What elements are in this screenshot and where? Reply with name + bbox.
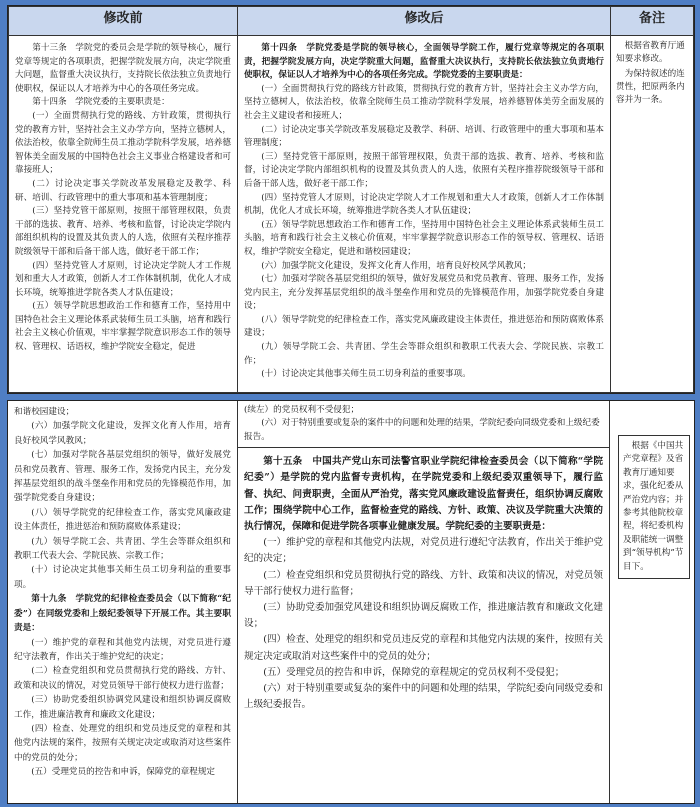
after-para: (四）检查、处理党的组织和党员违反党的章程和其他党内法规的案件，按照有关规定决定或取消对这些案件中的党员的处分； xyxy=(244,634,603,662)
after-para: (九）领导学院工会、共青团、学生会等群众组织和教职工代表大会、学院民族、宗教工作； xyxy=(244,342,604,366)
after-para: (六）加强学院文化建设，发挥文化育人作用，培育良好校风学风教风； xyxy=(261,260,531,271)
before-para: (一）维护党的章程和其他党内法规，对党员进行遵纪守法教育，作出关于维护党纪的决定； xyxy=(14,637,231,662)
before-para: 第十九条 学院党的纪律检查委员会（以下简称“纪委”）在同级党委和上级纪委领导下开展工作。其主要职责是： xyxy=(14,594,231,634)
after-para: (六）对于特别重要或复杂的案件中的问题和处理的结果，学院纪委向同级党委和上级纪委报告。 xyxy=(244,418,600,442)
before-para: (一）全面贯彻执行党的路线、方针政策，贯彻执行党的教育方针，坚持社会主义办学方向，坚持立德树人，依法治校，依靠全院师生员工推动学院科学发展，培养德智体美全面发展的中国特色社会主义事业合格建设者和可靠接班人； xyxy=(15,110,231,176)
before-para: 和谐校园建设； xyxy=(14,407,75,417)
note-box xyxy=(618,435,690,579)
after-cell xyxy=(238,36,611,393)
before-para: (六）加强学院文化建设，发挥文化育人作用，培育良好校风学风教风； xyxy=(14,421,231,446)
before-para: (五）领导学院思想政治工作和德育工作，坚持用中国特色社会主义理论体系武装师生员工头脑，培育和践行社会主义核心价值观，牢牢掌握学院意识形态工作的领导权、管理权、话语权，维护学院安全稳定，促进 xyxy=(15,301,231,353)
before-para: (八）领导学院党的纪律检查工作，落实党风廉政建设主体责任，推进惩治和预防腐败体系建设； xyxy=(14,507,231,533)
after-para: (十）讨论决定其他事关师生员工切身利益的重要事项。 xyxy=(261,369,471,380)
before-para: 第十三条 学院党的委员会是学院的领导核心，履行党章等规定的各项职责，把握学院发展方向，决定学院重大问题，监督重大决议执行，支持院长依法独立负责地行使职权，保证以人才培养为中心的各项任务完成。 xyxy=(15,43,231,94)
after-para: 第十四条 学院党委是学院的领导核心，全面领导学院工作，履行党章等规定的各项职责，把握学院发展方向，决定学院重大问题，监督重大决议执行，支持院长依法独立负责地行使职权，保证以人才培养为中心的各项任务完成。学院党委的主要职责是： xyxy=(244,43,604,81)
before-para: (十）讨论决定其他事关师生员工切身利益的重要事项。 xyxy=(14,565,231,590)
after-para: (三）坚持党管干部原则，按照干部管理权限，负责干部的选拔、教育、培养、考核和监督，讨论决定学院内部组织机构的设置及其负责人的人选，依照有关程序推荐院级领导干部和后备干部人选，做好老干部工作； xyxy=(244,151,604,189)
note-para: 根据省教育厅通知要求修改。 xyxy=(616,41,685,64)
after-para: (续左）的党员权利不受侵犯； xyxy=(244,405,360,415)
after-para: (四）坚持党管人才原则，讨论决定学院人才工作规划和重大人才政策，创新人才工作体制机制，优化人才成长环境，统筹推进学院各类人才队伍建设； xyxy=(244,192,604,217)
before-column-continued xyxy=(8,401,238,803)
after-para: (二）讨论决定事关学院改革发展稳定及教学、科研、培训、行政管理中的重大事项和基本管理制度； xyxy=(244,124,604,149)
after-para: 第十五条 中国共产党山东司法警官职业学院纪律检查委员会（以下简称“学院纪委”）是学院的党内监督专责机构，在学院党委和上级纪委双重领导下，履行监督、执纪、问责职责，全面从严治党，落实党风廉政建设监督责任，组织协调反腐败工作；围绕学院中心工作，监督检查党的路线、方针、政策、决议及学院重大决策的执行情况，保障和促进学院各项事业健康发展。学院纪委的主要职责是： xyxy=(244,456,603,533)
after-para: (一）维护党的章程和其他党内法规，对党员进行遵纪守法教育，作出关于维护党纪的决定； xyxy=(244,537,603,565)
header-note: 备注 xyxy=(611,7,694,36)
after-continued-top xyxy=(238,401,609,448)
after-article-15 xyxy=(238,448,609,719)
header-after: 修改后 xyxy=(238,7,611,36)
top-comparison-table xyxy=(7,5,695,394)
before-para: (三）坚持党管干部原则，按照干部管理权限，负责干部的选拔、教育、培养、考核和监督，讨论决定学院内部组织机构的设置及其负责人的人选，依照有关程序推荐院级领导干部和后备干部人选，做好老干部工作； xyxy=(15,206,231,257)
before-para: (二）检查党组织和党员贯彻执行党的路线、方针、政策和决议的情况，对党员领导干部行使权力进行监督； xyxy=(14,666,231,691)
before-para: (五）受理党员的控告和申诉，保障党的章程规定 xyxy=(31,767,216,778)
comparison-table-top xyxy=(8,6,694,393)
note-cell xyxy=(611,36,694,393)
after-para: (七）加强对学院各基层党组织的领导，做好发展党员和党员教育、管理、服务工作，发扬党内民主，充分发挥基层党组织的战斗堡垒作用和党员的先锋模范作用，加强学院党委自身建设； xyxy=(244,274,604,312)
note-para: 根据《中国共产党章程》及省教育厅通知要求，强化纪委从严治党内容；并参考其他院校章程，将纪委机构及职能统一调整到“领导机构”节目下。 xyxy=(623,441,684,572)
after-column-continued xyxy=(238,401,610,803)
before-para: (三）协助党委组织协调党风建设和组织协调反腐败工作，推进廉洁教育和廉政文化建设； xyxy=(14,695,231,720)
bottom-comparison-table xyxy=(7,400,695,804)
before-cell xyxy=(9,36,238,393)
before-para: (七）加强对学院各基层党组织的领导，做好发展党员和党员教育、管理、服务工作，发扬党内民主，充分发挥基层党组织的战斗堡垒作用和党员的先锋模范作用，加强学院党委自身建设； xyxy=(14,450,231,504)
header-before: 修改前 xyxy=(9,7,238,36)
note-column-continued xyxy=(610,401,694,803)
after-para: (一）全面贯彻执行党的路线方针政策，贯彻执行党的教育方针，坚持社会主义办学方向，坚持立德树人，依法治校，依靠全院师生员工推动学院科学发展，培养德智体美劳全面发展的社会主义建设者和接班人； xyxy=(244,83,604,121)
before-para: (九）领导学院工会、共青团、学生会等群众组织和教职工代表大会、学院民族、宗教工作； xyxy=(14,536,231,562)
after-para: (五）领导学院思想政治工作和德育工作，坚持用中国特色社会主义理论体系武装师生员工头脑，培育和践行社会主义核心价值观，牢牢掌握学院意识形态工作的领导权、管理权、话语权，维护学院安全稳定，促进和谐校园建设； xyxy=(244,219,604,257)
before-para: (四）检查、处理党的组织和党员违反党的章程和其他党内法规的案件，按照有关规定决定或取消对这些案件中的党员的处分； xyxy=(14,723,231,763)
before-para: 第十四条 学院党委的主要职责是： xyxy=(32,97,170,108)
after-para: (五）受理党员的控告和申诉，保障党的章程规定的党员权利不受侵犯； xyxy=(263,666,565,678)
after-para: (八）领导学院党的纪律检查工作，落实党风廉政建设主体责任，推进惩治和预防腐败体系建设； xyxy=(244,314,604,339)
after-para: (二）检查党组织和党员贯彻执行党的路线、方针、政策和决议的情况，对党员领导干部行使权力进行监督； xyxy=(244,569,603,597)
before-para: (二）讨论决定事关学院改革发展稳定及教学、科研、培训、行政管理中的重大事项和基本管理制度； xyxy=(15,178,231,203)
before-para: (四）坚持党管人才原则，讨论决定学院人才工作规划和重大人才政策，创新人才工作体制机制，优化人才成长环境，统筹推进学院各类人才队伍建设； xyxy=(15,260,231,298)
note-para: 为保持叙述的连贯性，把原两条内容并为一条。 xyxy=(616,69,685,105)
after-para: (六）对于特别重要或复杂的案件中的问题和处理的结果，学院纪委向同级党委和上级纪委报告。 xyxy=(244,683,603,711)
after-para: (三）协助党委加强党风建设和组织协调反腐败工作，推进廉洁教育和廉政文化建设； xyxy=(244,602,603,630)
